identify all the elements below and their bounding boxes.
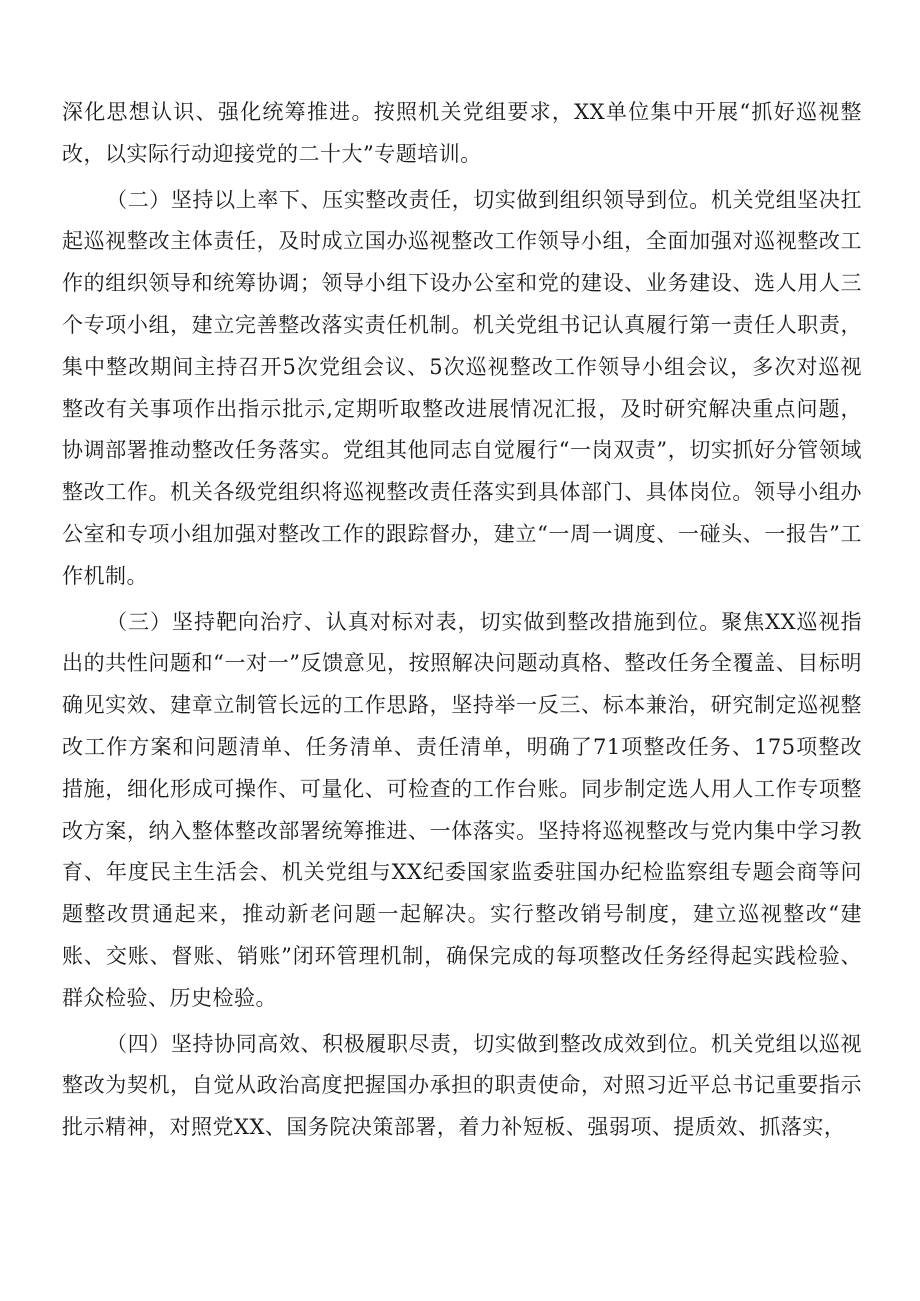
paragraph-4: （四）坚持协同高效、积极履职尽责，切实做到整改成效到位。机关党组以巡视整改为契机，自觉从政治高度把握国办承担的职责使命，对照习近平总书记重要指示批示精神，对照党XX、国务院决策部署，着力补短板、强弱项、提质效、抓落实， <box>62 1031 862 1140</box>
paragraph-2: （二）坚持以上率下、压实整改责任，切实做到组织领导到位。机关党组坚决扛起巡视整改主体责任，及时成立国办巡视整改工作领导小组，全面加强对巡视整改工作的组织领导和统筹协调；领导小组下设办公室和党的建设、业务建设、选人用人三个专项小组，建立完善整改落实责任机制。机关党组书记认真履行第一责任人职责，集中整改期间主持召开5次党组会议、5次巡视整改工作领导小组会议，多次对巡视整改有关事项作出指示批示,定期听取整改进展情况汇报，及时研究解决重点问题，协调部署推动整改任务落实。党组其他同志自觉履行“一岗双责”，切实抓好分管领域整改工作。机关各级党组织将巡视整改责任落实到具体部门、具体岗位。领导小组办公室和专项小组加强对整改工作的跟踪督办，建立“一周一调度、一碰头、一报告”工作机制。 <box>62 187 862 588</box>
paragraph-1: 深化思想认识、强化统筹推进。按照机关党组要求，XX单位集中开展“抓好巡视整改，以实际行动迎接党的二十大”专题培训。 <box>62 100 862 166</box>
paragraph-3: （三）坚持靶向治疗、认真对标对表，切实做到整改措施到位。聚焦XX巡视指出的共性问题和“一对一”反馈意见，按照解决问题动真格、整改任务全覆盖、目标明确见实效、建章立制管长远的工作思路，坚持举一反三、标本兼治，研究制定巡视整改工作方案和问题清单、任务清单、责任清单，明确了71项整改任务、175项整改措施，细化形成可操作、可量化、可检查的工作台账。同步制定选人用人工作专项整改方案，纳入整体整改部署统筹推进、一体落实。坚持将巡视整改与党内集中学习教育、年度民主生活会、机关党组与XX纪委国家监委驻国办纪检监察组专题会商等问题整改贯通起来，推动新老问题一起解决。实行整改销号制度，建立巡视整改“建账、交账、督账、销账”闭环管理机制，确保完成的每项整改任务经得起实践检验、群众检验、历史检验。 <box>62 609 862 1010</box>
document-body <box>62 92 862 1149</box>
